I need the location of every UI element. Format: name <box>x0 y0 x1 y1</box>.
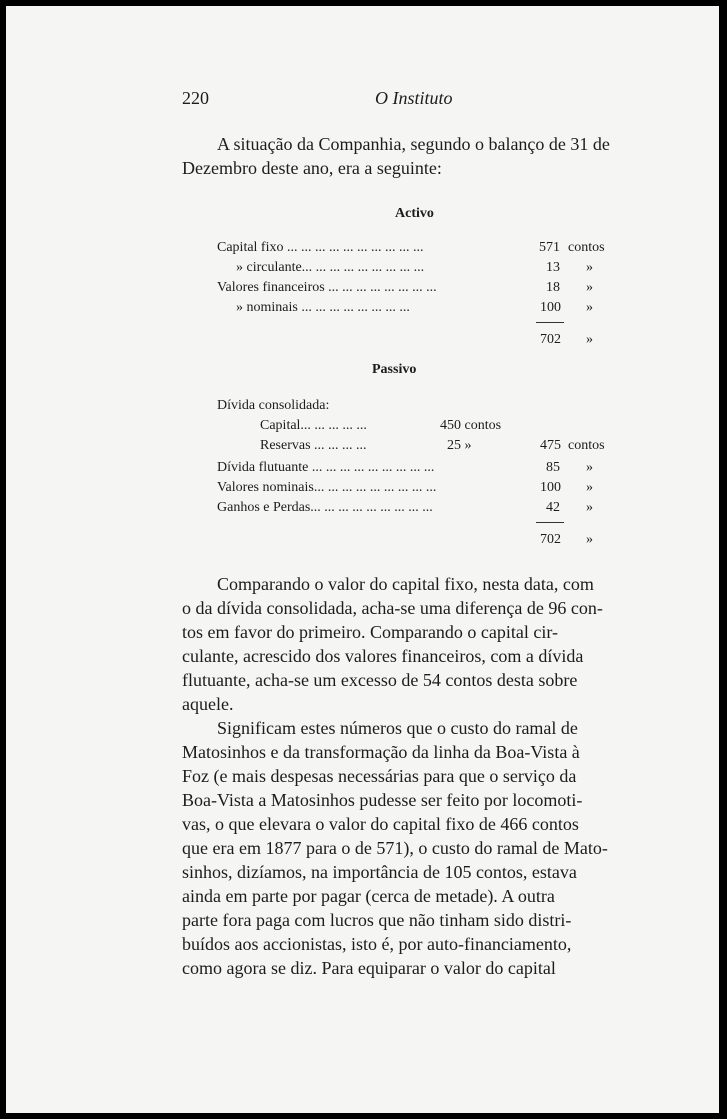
passivo-row-value: 85 <box>546 460 560 475</box>
activo-row-value: 18 <box>546 280 560 295</box>
passivo-consolidada-label: Dívida consolidada: <box>217 398 330 413</box>
activo-total-unit: » <box>586 332 593 347</box>
body-line: ainda em parte por pagar (cerca de metade). A outra <box>182 886 555 906</box>
passivo-heading: Passivo <box>372 362 417 377</box>
activo-row-label: Valores financeiros ... ... ... ... ... ... ... ... <box>217 280 437 295</box>
activo-total-value: 702 <box>540 332 561 347</box>
body-line: o da dívida consolidada, acha-se uma diferença de 96 con- <box>182 598 603 618</box>
body-line: flutuante, acha-se um excesso de 54 contos desta sobre <box>182 670 578 690</box>
body-line: sinhos, dizíamos, na importância de 105 contos, estava <box>182 862 577 882</box>
activo-row-label: Capital fixo ... ... ... ... ... ... ... ... ... ... <box>217 240 424 255</box>
page <box>6 6 719 1113</box>
passivo-row-label: Valores nominais... ... ... ... ... ... ... ... ... <box>217 480 437 495</box>
activo-row-value: 571 <box>539 240 560 255</box>
activo-row-unit: » <box>586 300 593 315</box>
body-line: culante, acrescido dos valores financeiros, com a dívida <box>182 646 584 666</box>
passivo-row-unit: » <box>586 460 593 475</box>
body-line: vas, o que elevara o valor do capital fixo de 466 contos <box>182 814 579 834</box>
passivo-row-value: 42 <box>546 500 560 515</box>
body-line: Comparando o valor do capital fixo, nesta data, com <box>217 574 594 594</box>
passivo-consolidada-unit: contos <box>568 438 605 453</box>
activo-row-label: » nominais ... ... ... ... ... ... ... ... <box>236 300 410 315</box>
passivo-row-unit: » <box>586 500 593 515</box>
activo-row-value: 100 <box>540 300 561 315</box>
body-line: Boa-Vista a Matosinhos pudesse ser feito por locomoti- <box>182 790 583 810</box>
body-line: aquele. <box>182 694 234 714</box>
page-number: 220 <box>182 88 209 108</box>
passivo-sub-label: Capital... ... ... ... ... <box>260 418 367 433</box>
passivo-sub-label: Reservas ... ... ... ... <box>260 438 367 453</box>
body-line: como agora se diz. Para equiparar o valor do capital <box>182 958 556 978</box>
body-line: parte fora paga com lucros que não tinham sido distri- <box>182 910 572 930</box>
activo-row-unit: » <box>586 260 593 275</box>
passivo-sub-value: 450 contos <box>440 418 502 433</box>
passivo-total-value: 702 <box>540 532 561 547</box>
sum-rule <box>536 322 564 323</box>
sum-rule <box>536 522 564 523</box>
activo-heading: Activo <box>395 206 434 221</box>
body-line: Matosinhos e da transformação da linha da Boa-Vista à <box>182 742 580 762</box>
body-line: Significam estes números que o custo do ramal de <box>217 718 578 738</box>
activo-row-value: 13 <box>546 260 560 275</box>
body-line: que era em 1877 para o de 571), o custo do ramal de Mato- <box>182 838 608 858</box>
body-line: buídos aos accionistas, isto é, por auto-financiamento, <box>182 934 572 954</box>
intro-line: Dezembro deste ano, era a seguinte: <box>182 158 442 178</box>
activo-row-label: » circulante... ... ... ... ... ... ... ... ... <box>236 260 425 275</box>
passivo-total-unit: » <box>586 532 593 547</box>
passivo-sub-value: 25 » <box>447 438 472 453</box>
activo-row-unit: contos <box>568 240 605 255</box>
body-line: Foz (e mais despesas necessárias para que o serviço da <box>182 766 577 786</box>
body-line: tos em favor do primeiro. Comparando o capital cir- <box>182 622 559 642</box>
passivo-consolidada-total: 475 <box>540 438 561 453</box>
running-title: O Instituto <box>375 88 453 108</box>
passivo-row-value: 100 <box>540 480 561 495</box>
passivo-row-label: Ganhos e Perdas... ... ... ... ... ... ... ... ... <box>217 500 433 515</box>
passivo-row-label: Dívida flutuante ... ... ... ... ... ... ... ... ... <box>217 460 435 475</box>
activo-row-unit: » <box>586 280 593 295</box>
passivo-row-unit: » <box>586 480 593 495</box>
intro-line: A situação da Companhia, segundo o balanço de 31 de <box>217 134 610 154</box>
